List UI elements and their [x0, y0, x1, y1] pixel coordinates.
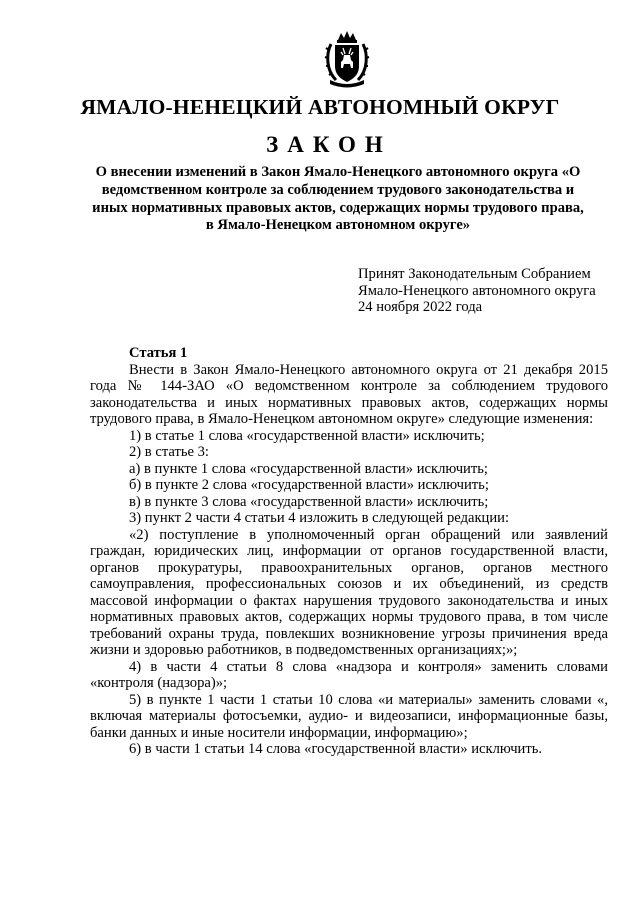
law-title: О внесении изменений в Закон Ямало-Ненецкого автономного округа «О ведомственном контроле за соблюдением трудового законодательства и иных нормативных правовых актов, содержащих нормы трудового права, в Ямало-Ненецком автономном округе»: [92, 164, 584, 234]
coat-of-arms-emblem: [322, 30, 372, 88]
adoption-line-2: Ямало-Ненецкого автономного округа: [358, 282, 596, 299]
amendment-item-3: 3) пункт 2 части 4 статьи 4 изложить в следующей редакции:: [129, 510, 510, 526]
document-type: ЗАКОН: [266, 132, 392, 157]
article-1: [90, 345, 608, 758]
adoption-date: 24 ноября 2022 года: [358, 299, 483, 315]
amendment-item-2: 2) в статье 3:: [129, 444, 209, 460]
article-heading: Статья 1: [129, 345, 188, 361]
amendment-item-6: 6) в части 1 статьи 14 слова «государственной власти» исключить.: [129, 741, 543, 757]
adoption-block: [358, 266, 618, 316]
amendment-item-2b: б) в пункте 2 слова «государственной власти» исключить;: [129, 477, 489, 493]
amendment-item-1: 1) в статье 1 слова «государственной власти» исключить;: [129, 427, 485, 444]
amendment-item-2a: а) в пункте 1 слова «государственной власти» исключить;: [129, 460, 488, 477]
adoption-line-1: Принят Законодательным Собранием: [358, 266, 591, 282]
amendment-item-4: 4) в части 4 статьи 8 слова «надзора и контроля» заменить словами «контроля (надзора)»;: [90, 658, 608, 691]
article-intro: Внести в Закон Ямало-Ненецкого автономного округа от 21 декабря 2015 года № 144-ЗАО «О ведомственном контроле за соблюдением трудового законодательства и иных нормативных правовых актов, содержащих нормы трудового права, в Ямало-Ненецком автономном округе» следующие изменения:: [90, 361, 608, 427]
amendment-item-2c: в) в пункте 3 слова «государственной власти» исключить;: [129, 493, 489, 510]
region-title: ЯМАЛО-НЕНЕЦКИЙ АВТОНОМНЫЙ ОКРУГ: [80, 95, 560, 119]
amendment-item-5: 5) в пункте 1 части 1 статьи 10 слова «и материалы» заменить словами «, включая материалы фотосъемки, аудио- и видеозаписи, информационные базы, банки данных и иные носители информации, информацию»;: [90, 691, 608, 741]
amendment-item-3-text: «2) поступление в уполномоченный орган обращений или заявлений граждан, юридических лиц, информации от органов государственной власти, органов прокуратуры, правоохранительных органов, органов местного самоуправления, профессиональных союзов и их объединений, из средств массовой информации о фактах нарушения трудового законодательства и иных нормативных правовых актов, содержащих нормы трудового права, в том числе требований охраны труда, повлекших возникновение угрозы причинения вреда жизни и здоровью работников, в подведомственных организациях;»;: [90, 526, 608, 658]
